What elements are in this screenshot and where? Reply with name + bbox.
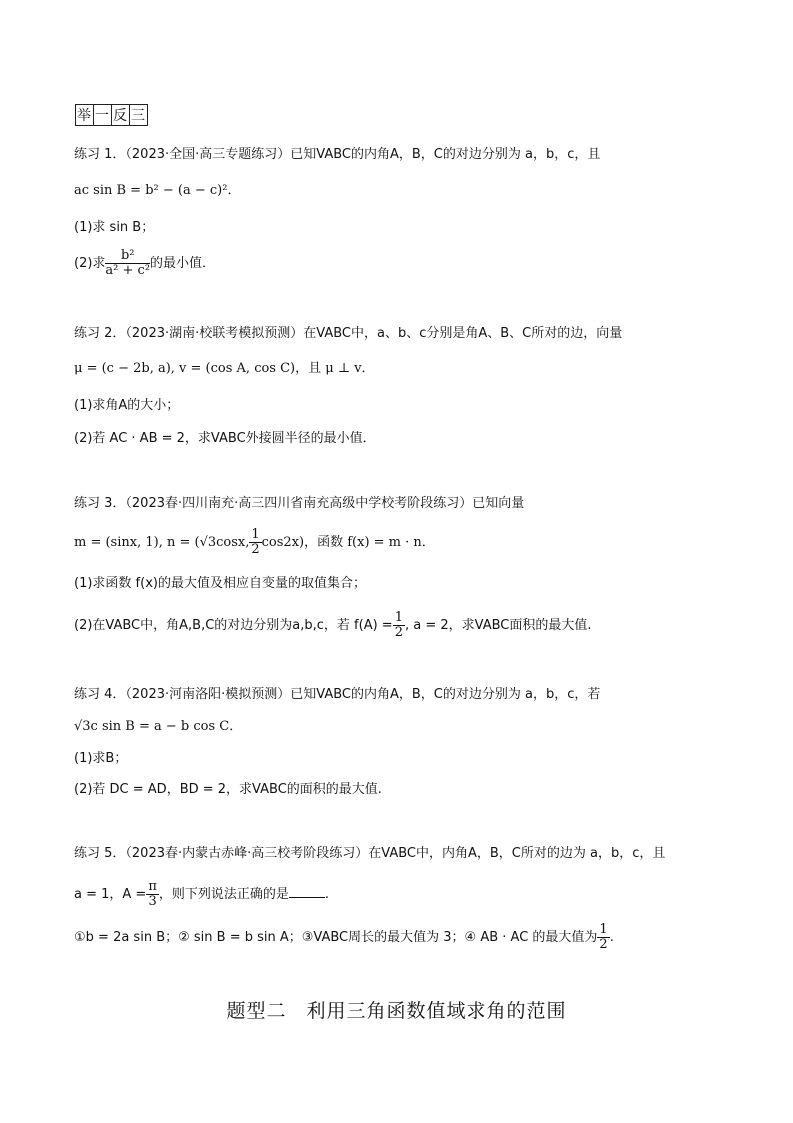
ex5-line2-post: ，则下列说法正确的是: [158, 887, 289, 902]
tag-char: 三: [129, 104, 148, 126]
ex3-q2-num: 1: [394, 610, 403, 625]
section-heading: 题型二 利用三角函数值域求角的范围: [226, 1000, 567, 1022]
ex4-stem: 练习 4．（2023·河南洛阳·模拟预测）已知VABC的内角A，B，C的对边分别为 a，b，c，若: [74, 687, 601, 702]
ex5-line2-num: π: [148, 879, 157, 894]
ex3-q2-pre: (2)在VABC中，角A,B,C的对边分别为a,b,c，若 f(A) =: [74, 618, 393, 633]
tag-char: 一: [93, 104, 112, 126]
ex1-q2-post: 的最小值．: [150, 256, 216, 271]
ex1-q2-num: b²: [105, 249, 150, 264]
ex1-question-2: [74, 249, 215, 278]
ex2-vectors: μ = (c − 2b, a), v = (cos A, cos C)，且 μ ⊥ v．: [74, 361, 375, 376]
ex4-question-1: (1)求B；: [74, 751, 128, 766]
ex4-question-2: (2)若 DC = AD，BD = 2，求VABC的面积的最大值.: [74, 782, 382, 797]
ex5-line2-pre: a = 1，A =: [74, 887, 147, 902]
ex5-options-pre: ①b = 2a sin B；② sin B = b sin A；③VABC周长的最大值为 3；④ AB · AC 的最大值为: [74, 930, 598, 945]
ex5-options-num: 1: [599, 922, 608, 937]
ex1-question-1: (1)求 sin B；: [74, 220, 155, 235]
ex5-conditions: [74, 880, 329, 909]
ex3-question-1: (1)求函数 f(x)的最大值及相应自变量的取值集合；: [74, 576, 366, 591]
ex1-equation: ac sin B = b² − (a − c)²．: [74, 183, 241, 198]
ex5-options: [74, 923, 614, 952]
ex3-q2-fraction: [393, 611, 405, 640]
ex5-line2-end: .: [324, 887, 330, 902]
ex2-question-2: (2)若 AC · AB = 2，求VABC外接圆半径的最小值．: [74, 431, 376, 446]
ex5-options-fraction: [597, 923, 609, 952]
ex2-stem: 练习 2．（2023·湖南·校联考模拟预测）在VABC中，a、b、c分别是角A、B、C所对的边，向量: [74, 326, 623, 341]
answer-blank[interactable]: [289, 885, 325, 898]
ex3-q2-den: 2: [394, 625, 403, 640]
ex3-question-2: [74, 611, 592, 640]
ex5-line2-den: 3: [148, 894, 157, 909]
ex1-q2-fraction: [105, 249, 150, 278]
ex5-stem: 练习 5．（2023春·内蒙古赤峰·高三校考阶段练习）在VABC中，内角A，B，C所对的边为 a，b，c，且: [74, 846, 666, 861]
tag-char: 反: [111, 104, 130, 126]
ex3-q2-post: , a = 2，求VABC面积的最大值.: [404, 618, 592, 633]
ex3-line2-post: cos2x)，函数 f(x) = m · n．: [261, 535, 435, 550]
ex3-vectors: [74, 528, 435, 557]
ex5-options-den: 2: [599, 937, 608, 952]
ex3-line2-num: 1: [251, 527, 260, 542]
ex1-q2-den: a² + c²: [105, 263, 151, 278]
ex4-equation: √3c sin B = a − b cos C．: [74, 719, 243, 734]
ex3-line2-fraction: [249, 528, 261, 557]
section-tag: [74, 104, 148, 126]
ex1-stem: 练习 1．（2023·全国·高三专题练习）已知VABC的内角A，B，C的对边分别为 a，b，c，且: [74, 147, 601, 162]
ex3-line2-pre: m = (sinx, 1), n = (√3cosx,: [74, 535, 250, 550]
ex2-question-1: (1)求角A的大小；: [74, 398, 180, 413]
ex3-stem: 练习 3．（2023春·四川南充·高三四川省南充高级中学校考阶段练习）已知向量: [74, 496, 525, 511]
ex1-q2-pre: (2)求: [74, 256, 106, 271]
tag-char: 举: [75, 104, 94, 126]
ex5-line2-fraction: [146, 880, 159, 909]
ex5-options-end: .: [609, 930, 614, 945]
ex3-line2-den: 2: [251, 542, 260, 557]
